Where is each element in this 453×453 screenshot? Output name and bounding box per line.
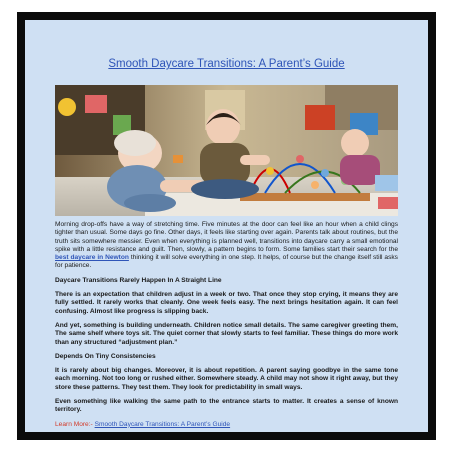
article-photo [55, 85, 398, 216]
intro-paragraph: Morning drop-offs have a way of stretching time. Five minutes at the door can feel like an hour when a child clings tighter than usual. Some days go fine. Other days, it feels like starting over again. Parents talk about routines, but the truth sits somewhere messier. Even when everything is planned well, transitions into daycare carry a small emotional spike with a little resistance and guilt. Then, slowly, a pattern begins to form. Some families start their search for the best daycare in Newton thinking it will solve everything in one step. It helps, of course but the change itself still asks for patience. [55, 221, 398, 270]
paragraph-building-underneath: And yet, something is building underneath. Children notice small details. The same caregiver greeting them, The same shelf where toys sit. The quiet corner that slowly starts to feel familiar. These things do more work than any structured “adjustment plan.” [55, 321, 398, 346]
daycare-newton-link[interactable]: best daycare in Newton [55, 254, 129, 262]
section-heading-tiny-consistencies: Depends On Tiny Consistencies [55, 352, 156, 360]
article-body [55, 221, 398, 432]
paragraph-known-territory: Even something like walking the same path to the entrance starts to matter. It creates a sense of known territory. [55, 398, 398, 414]
learn-more-label: Learn More:- [55, 420, 93, 428]
poster-frame [17, 12, 436, 440]
article-title[interactable]: Smooth Daycare Transitions: A Parent’s Guide [108, 58, 345, 70]
learn-more-line [55, 421, 398, 429]
section-heading-straight-line: Daycare Transitions Rarely Happen In A Straight Line [55, 276, 222, 284]
children-playing-image [55, 85, 398, 216]
paragraph-repetition: It is rarely about big changes. Moreover, it is about repetition. A parent saying goodbye in the same tone each morning. Not too long or rushed either. Somewhere steady. A child may not show it right away, but they store these patterns. They test them. They look for predictability in small ways. [55, 367, 398, 391]
paragraph-expectation: There is an expectation that children adjust in a week or two. That once they stop crying, it means they are fully settled. It rarely works that cleanly. One week feels easy. The next brings hesitation again. It can feel confusing. Almost like progress is slipping back. [55, 291, 398, 315]
learn-more-link[interactable]: Smooth Daycare Transitions: A Parent’s Guide [94, 420, 231, 428]
article-panel [25, 20, 428, 432]
